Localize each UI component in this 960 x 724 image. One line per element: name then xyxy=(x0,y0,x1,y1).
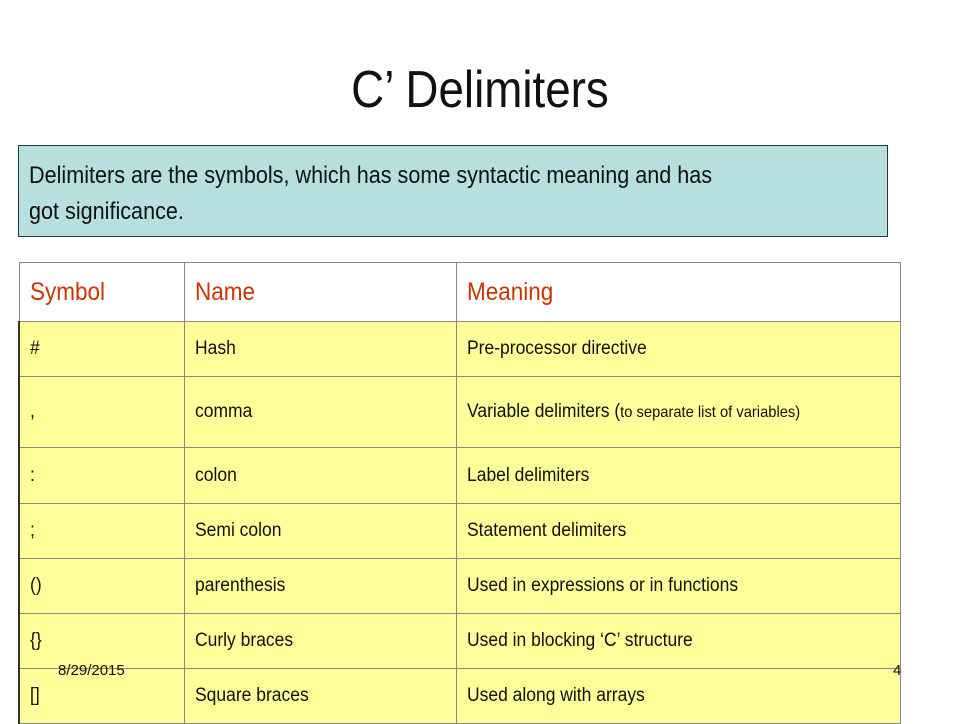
meaning-cell: Variable delimiters (to separate list of variables) xyxy=(456,377,900,448)
slide-page-number: 4 xyxy=(893,662,902,679)
meaning-cell: Used in blocking ‘C’ structure xyxy=(456,614,900,669)
meaning-cell: Label delimiters xyxy=(456,448,900,504)
header-name: Name xyxy=(184,263,456,322)
name-cell: parenthesis xyxy=(184,559,456,614)
table-row xyxy=(19,669,900,724)
meaning-cell: Used along with arrays xyxy=(456,669,900,724)
table-row xyxy=(19,448,900,504)
header-meaning: Meaning xyxy=(456,263,900,322)
table-row xyxy=(19,614,900,669)
name-cell: Hash xyxy=(184,322,456,377)
table-row xyxy=(19,377,900,448)
name-cell: Semi colon xyxy=(184,504,456,559)
name-cell: Curly braces xyxy=(184,614,456,669)
slide-title: C’ Delimiters xyxy=(351,61,609,119)
table-header-row xyxy=(19,263,900,322)
symbol-cell: [] xyxy=(19,669,184,724)
table-row xyxy=(19,504,900,559)
symbol-cell: () xyxy=(19,559,184,614)
slide-date: 8/29/2015 xyxy=(58,662,125,679)
symbol-cell: , xyxy=(19,377,184,448)
name-cell: Square braces xyxy=(184,669,456,724)
symbol-cell: : xyxy=(19,448,184,504)
meaning-cell: Statement delimiters xyxy=(456,504,900,559)
meaning-cell: Used in expressions or in functions xyxy=(456,559,900,614)
definition-box xyxy=(18,145,888,237)
symbol-cell: {} xyxy=(19,614,184,669)
definition-line-1: Delimiters are the symbols, which has some syntactic meaning and has xyxy=(29,162,713,189)
delimiters-table xyxy=(18,262,901,724)
symbol-cell: ; xyxy=(19,504,184,559)
table-row xyxy=(19,559,900,614)
meaning-cell: Pre-processor directive xyxy=(456,322,900,377)
symbol-cell: # xyxy=(19,322,184,377)
definition-line-2: got significance. xyxy=(29,198,184,225)
name-cell: colon xyxy=(184,448,456,504)
name-cell: comma xyxy=(184,377,456,448)
header-symbol: Symbol xyxy=(19,263,184,322)
table-row xyxy=(19,322,900,377)
